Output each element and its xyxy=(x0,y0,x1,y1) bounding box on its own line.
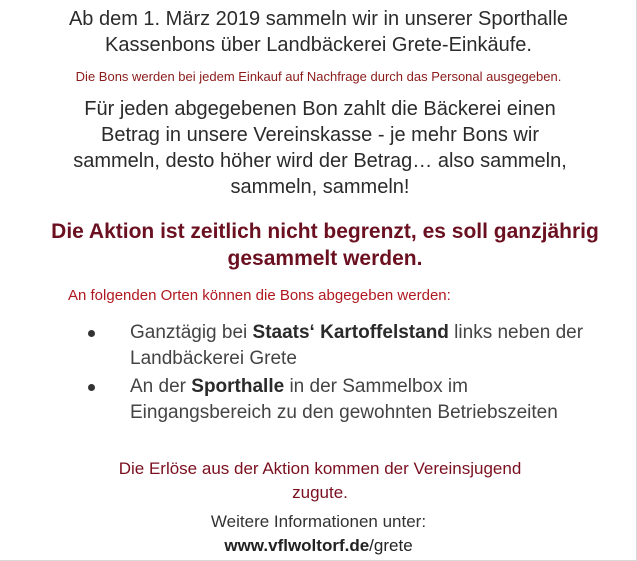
payment-line-2: Betrag in unsere Vereinskasse - je mehr Bons wir xyxy=(101,124,539,146)
bon-note: Die Bons werden bei jedem Einkauf auf Nachfrage durch das Personal ausgegeben. xyxy=(75,69,562,84)
website-link[interactable] xyxy=(0,535,637,557)
place-suffix: in der Sammelbox im Eingangsbereich zu den gewohnten Betriebszeiten xyxy=(130,376,558,423)
duration-line-1: Die Aktion ist zeitlich nicht begrenzt, es soll ganzjährig xyxy=(51,220,599,243)
info-label: Weitere Informationen unter: xyxy=(210,512,427,531)
place-prefix: Ganztägig bei xyxy=(130,322,253,343)
payment-line-1: Für jeden abgegebenen Bon zahlt die Bäckerei einen xyxy=(84,98,556,120)
places-list xyxy=(86,320,606,428)
intro-text xyxy=(0,6,637,58)
bullet-icon xyxy=(88,384,95,391)
intro-line-2: Kassenbons über Landbäckerei Grete-Einkäufe. xyxy=(105,34,532,56)
place-prefix: An der xyxy=(130,376,192,397)
duration-text xyxy=(30,218,620,272)
list-item xyxy=(86,374,606,426)
payment-line-4: sammeln, sammeln! xyxy=(230,176,410,198)
place-name: Staats‘ Kartoffelstand xyxy=(252,322,449,343)
url-domain: vflwoltorf xyxy=(268,536,345,555)
places-heading: An folgenden Orten können die Bons abgegeben werden: xyxy=(68,287,451,304)
intro-line-1: Ab dem 1. März 2019 sammeln wir in unserer Sporthalle xyxy=(68,8,569,30)
bullet-icon xyxy=(88,330,95,337)
duration-line-2: gesammelt werden. xyxy=(227,247,423,270)
payment-line-3: sammeln, desto höher wird der Betrag… also sammeln, xyxy=(73,150,567,172)
place-name: Sporthalle xyxy=(191,376,285,397)
list-item xyxy=(86,320,606,372)
payment-text xyxy=(60,96,580,200)
url-path: /grete xyxy=(369,536,413,555)
url-tld: .de xyxy=(344,536,370,555)
proceeds-text xyxy=(70,457,570,505)
proceeds-line-2: zugute. xyxy=(292,483,348,502)
url-prefix: www. xyxy=(224,536,269,555)
place-suffix: links neben der Landbäckerei Grete xyxy=(130,322,584,369)
proceeds-line-1: Die Erlöse aus der Aktion kommen der Vereinsjugend xyxy=(118,459,522,478)
